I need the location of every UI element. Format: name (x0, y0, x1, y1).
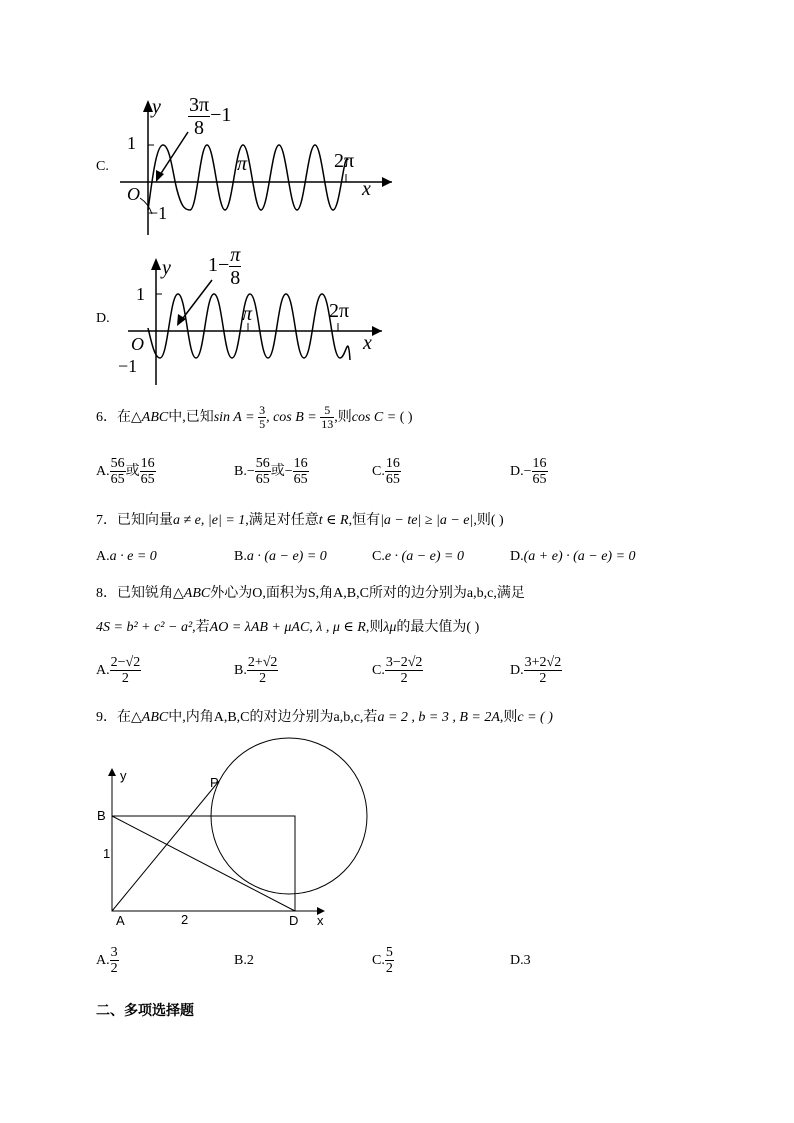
graph-c-x-arrow (382, 177, 392, 187)
fig-label-x: x (317, 913, 324, 928)
q9-option-a[interactable]: A. $\frac{3}{2}$ (96, 945, 118, 977)
fig-diagonal-bd (112, 816, 295, 911)
fig-label-a: A (116, 913, 125, 928)
fig-label-b: B (97, 808, 106, 823)
q6-option-d[interactable]: D.− $\frac{16}{65}$ (510, 456, 547, 488)
q9-option-d[interactable]: D.3 (510, 953, 531, 968)
q9-option-c[interactable]: C. $\frac{5}{2}$ (372, 945, 393, 977)
question-6: 6．在△ABC中,已知sin A = $\frac{3}{5}$ , cos B = $\frac{5}{13}$ ,则cos C = ( ) (96, 403, 413, 432)
graph-c-curve (148, 145, 348, 210)
graph-c-pi-label: π (237, 153, 248, 175)
graph-d-annotation: 1− $\frac{\pi}{8}$ (208, 244, 241, 289)
q8-option-a[interactable]: A. $\frac{2-√2}{2}$ (96, 655, 141, 687)
graph-d-pi-label: π (242, 303, 253, 325)
graph-c-origin: O (127, 184, 140, 204)
q7-option-a[interactable]: A.a · e = 0 (96, 549, 157, 564)
question-7: 7．已知向量a ≠ e, |e| = 1,满足对任意t ∈ R,恒有|a − te| ≥ |a − e|,则( ) (96, 513, 504, 528)
q9-option-b[interactable]: B.2 (234, 953, 254, 968)
graph-c-tick-neg-one: −1 (148, 203, 168, 223)
q8-option-d[interactable]: D. $\frac{3+2√2}{2}$ (510, 655, 562, 687)
q6-option-a[interactable]: A. $\frac{56}{65}$ 或 $\frac{16}{65}$ (96, 456, 155, 488)
graph-c-option-label: C. (96, 159, 109, 174)
q6-option-b[interactable]: B.− $\frac{56}{65}$ 或− $\frac{16}{65}$ (234, 456, 308, 488)
q9-geometry-figure (95, 730, 395, 935)
fig-label-y: y (120, 768, 127, 783)
fig-label-1: 1 (103, 846, 111, 861)
graph-d-two-pi-label: 2π (329, 300, 350, 322)
fig-line-ap (112, 781, 219, 911)
graph-c-x-label: x (362, 178, 371, 200)
question-8-line-2: 4S = b² + c² − a²,若AO = λAB + μAC, λ , μ ∈ R,则λμ的最大值为( ) (96, 620, 480, 635)
fig-label-d: D (289, 913, 299, 928)
q8-option-c[interactable]: C. $\frac{3-2√2}{2}$ (372, 655, 423, 687)
question-8-line-1: 8．已知锐角△ABC外心为O,面积为S,角A,B,C所对的边分别为a,b,c,满足 (96, 586, 525, 601)
graph-c-two-pi-label: 2π (334, 150, 355, 172)
q7-option-b[interactable]: B.a · (a − e) = 0 (234, 549, 327, 564)
graph-d-option-label: D. (96, 311, 110, 326)
q7-option-d[interactable]: D.(a + e) · (a − e) = 0 (510, 549, 636, 564)
graph-d-tick-one: 1 (136, 284, 145, 304)
q8-option-b[interactable]: B. $\frac{2+√2}{2}$ (234, 655, 278, 687)
fig-label-2: 2 (181, 912, 189, 927)
graph-d-tick-neg-one: −1 (118, 356, 138, 376)
graph-c-tick-one: 1 (127, 133, 136, 153)
q7-option-c[interactable]: C.e · (a − e) = 0 (372, 549, 464, 564)
graph-c-y-label: y (152, 96, 161, 118)
graph-d-y-label: y (162, 257, 171, 279)
graph-c-annotation: $\frac{3\pi}{8}$ −1 (189, 94, 232, 139)
question-9: 9．在△ABC中,内角A,B,C的对边分别为a,b,c,若a = 2 , b = 3 , B = 2A,则c = ( ) (96, 710, 553, 725)
section-2-heading: 二、多项选择题 (96, 1004, 194, 1019)
graph-d-x-label: x (363, 332, 372, 354)
graph-d-sine-plot (120, 250, 390, 390)
q6-option-c[interactable]: C. $\frac{16}{65}$ (372, 456, 400, 488)
graph-d-origin: O (131, 334, 144, 354)
fig-label-p: P (210, 775, 219, 790)
